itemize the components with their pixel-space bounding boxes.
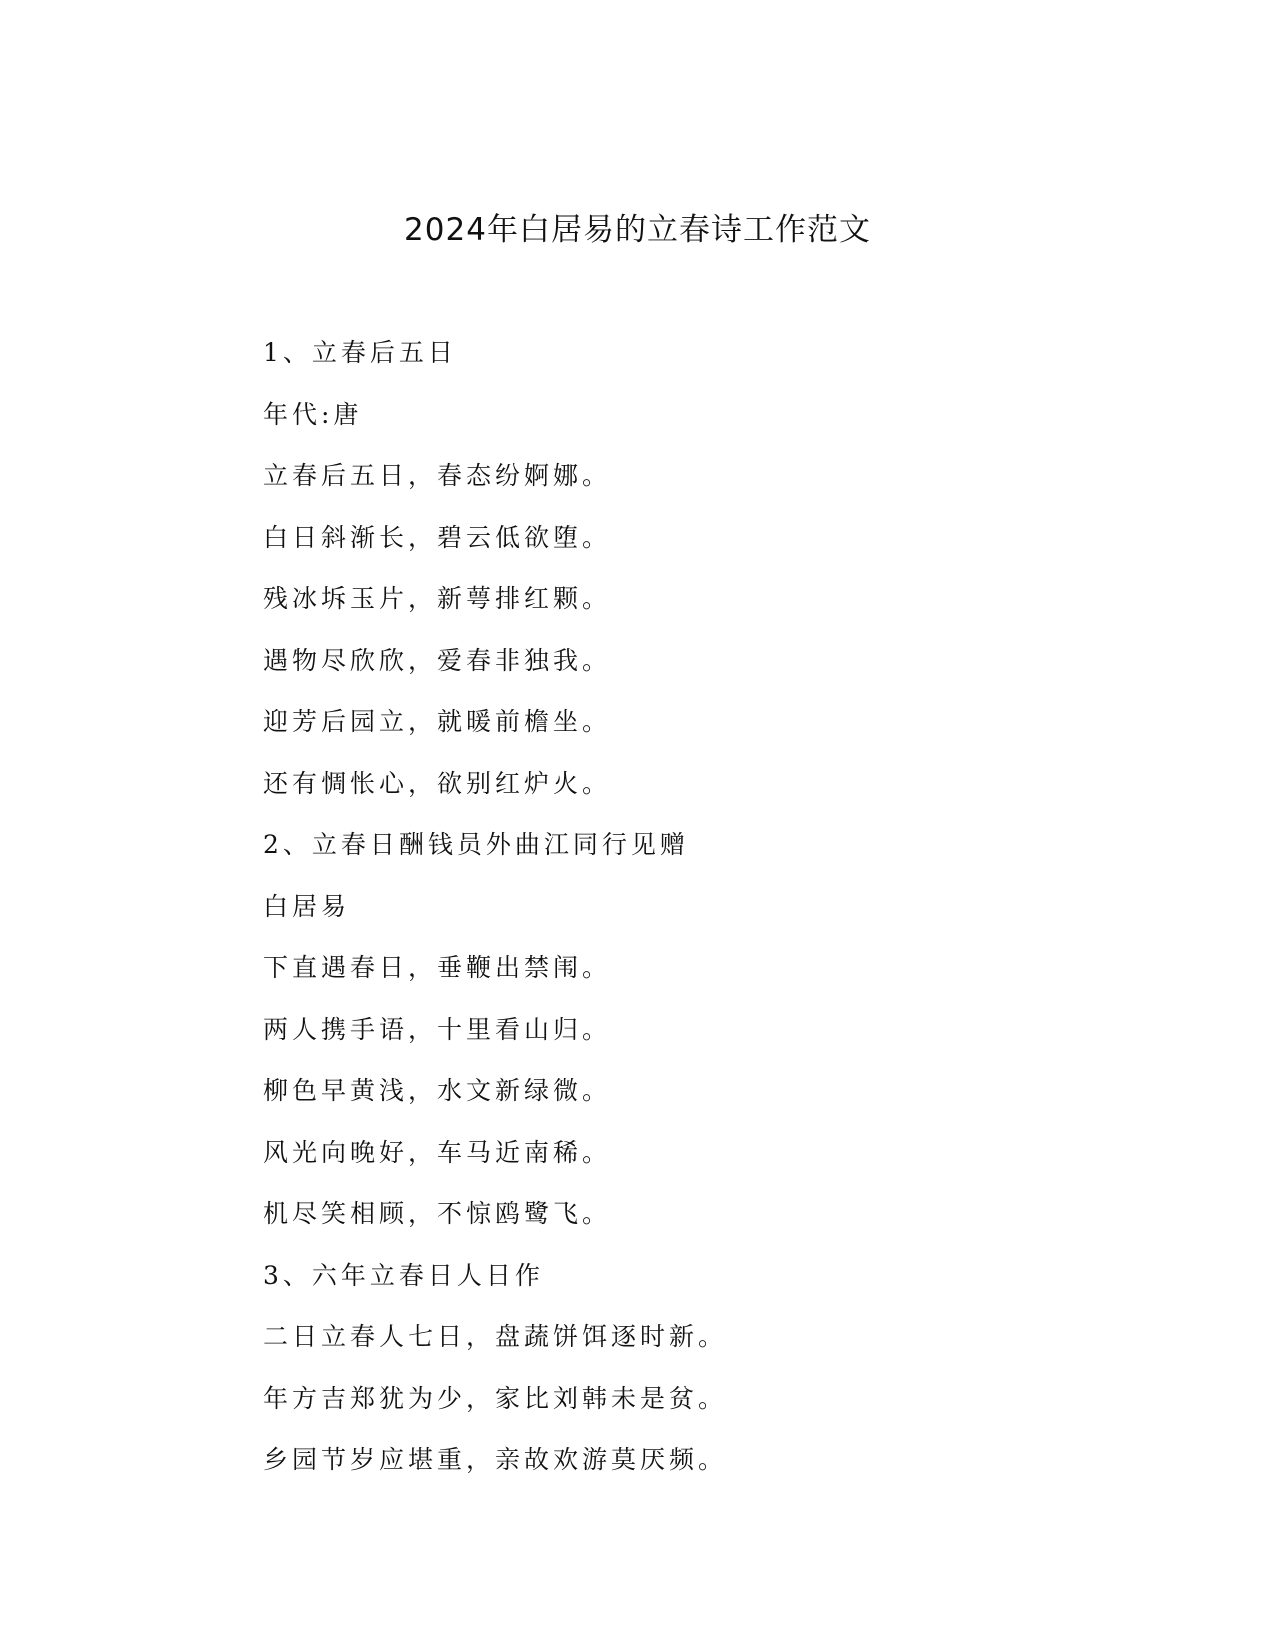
poem-author: 白居易 xyxy=(263,891,351,921)
poem-line: 还有惆怅心，欲别红炉火。 xyxy=(263,768,612,798)
poem-heading: 3、六年立春日人日作 xyxy=(263,1260,544,1290)
poem-line: 机尽笑相顾，不惊鸥鹭飞。 xyxy=(263,1199,612,1228)
poem-era: 年代:唐 xyxy=(263,399,363,429)
poem-line: 二日立春人七日，盘蔬饼饵逐时新。 xyxy=(263,1322,728,1351)
poem-line: 年方吉郑犹为少，家比刘韩未是贫。 xyxy=(263,1383,728,1413)
poem-line: 风光向晚好，车马近南稀。 xyxy=(263,1137,612,1167)
poem-line: 残冰坼玉片，新萼排红颗。 xyxy=(263,584,612,613)
document-body xyxy=(263,333,1163,1502)
poem-line: 下直遇春日，垂鞭出禁闱。 xyxy=(263,953,612,982)
poem-heading: 1、立春后五日 xyxy=(263,338,457,367)
poem-line: 立春后五日，春态纷婀娜。 xyxy=(263,461,612,490)
poem-line: 柳色早黄浅，水文新绿微。 xyxy=(263,1076,612,1105)
poem-line: 乡园节岁应堪重，亲故欢游莫厌频。 xyxy=(263,1445,728,1474)
poem-line: 迎芳后园立，就暖前檐坐。 xyxy=(263,707,612,736)
poem-line: 遇物尽欣欣，爱春非独我。 xyxy=(263,645,612,675)
poem-heading: 2、立春日酬钱员外曲江同行见赠 xyxy=(263,830,689,859)
poem-line: 白日斜渐长，碧云低欲堕。 xyxy=(263,522,612,552)
poem-line: 两人携手语，十里看山归。 xyxy=(263,1014,612,1044)
document-title: 2024年白居易的立春诗工作范文 xyxy=(404,212,871,248)
